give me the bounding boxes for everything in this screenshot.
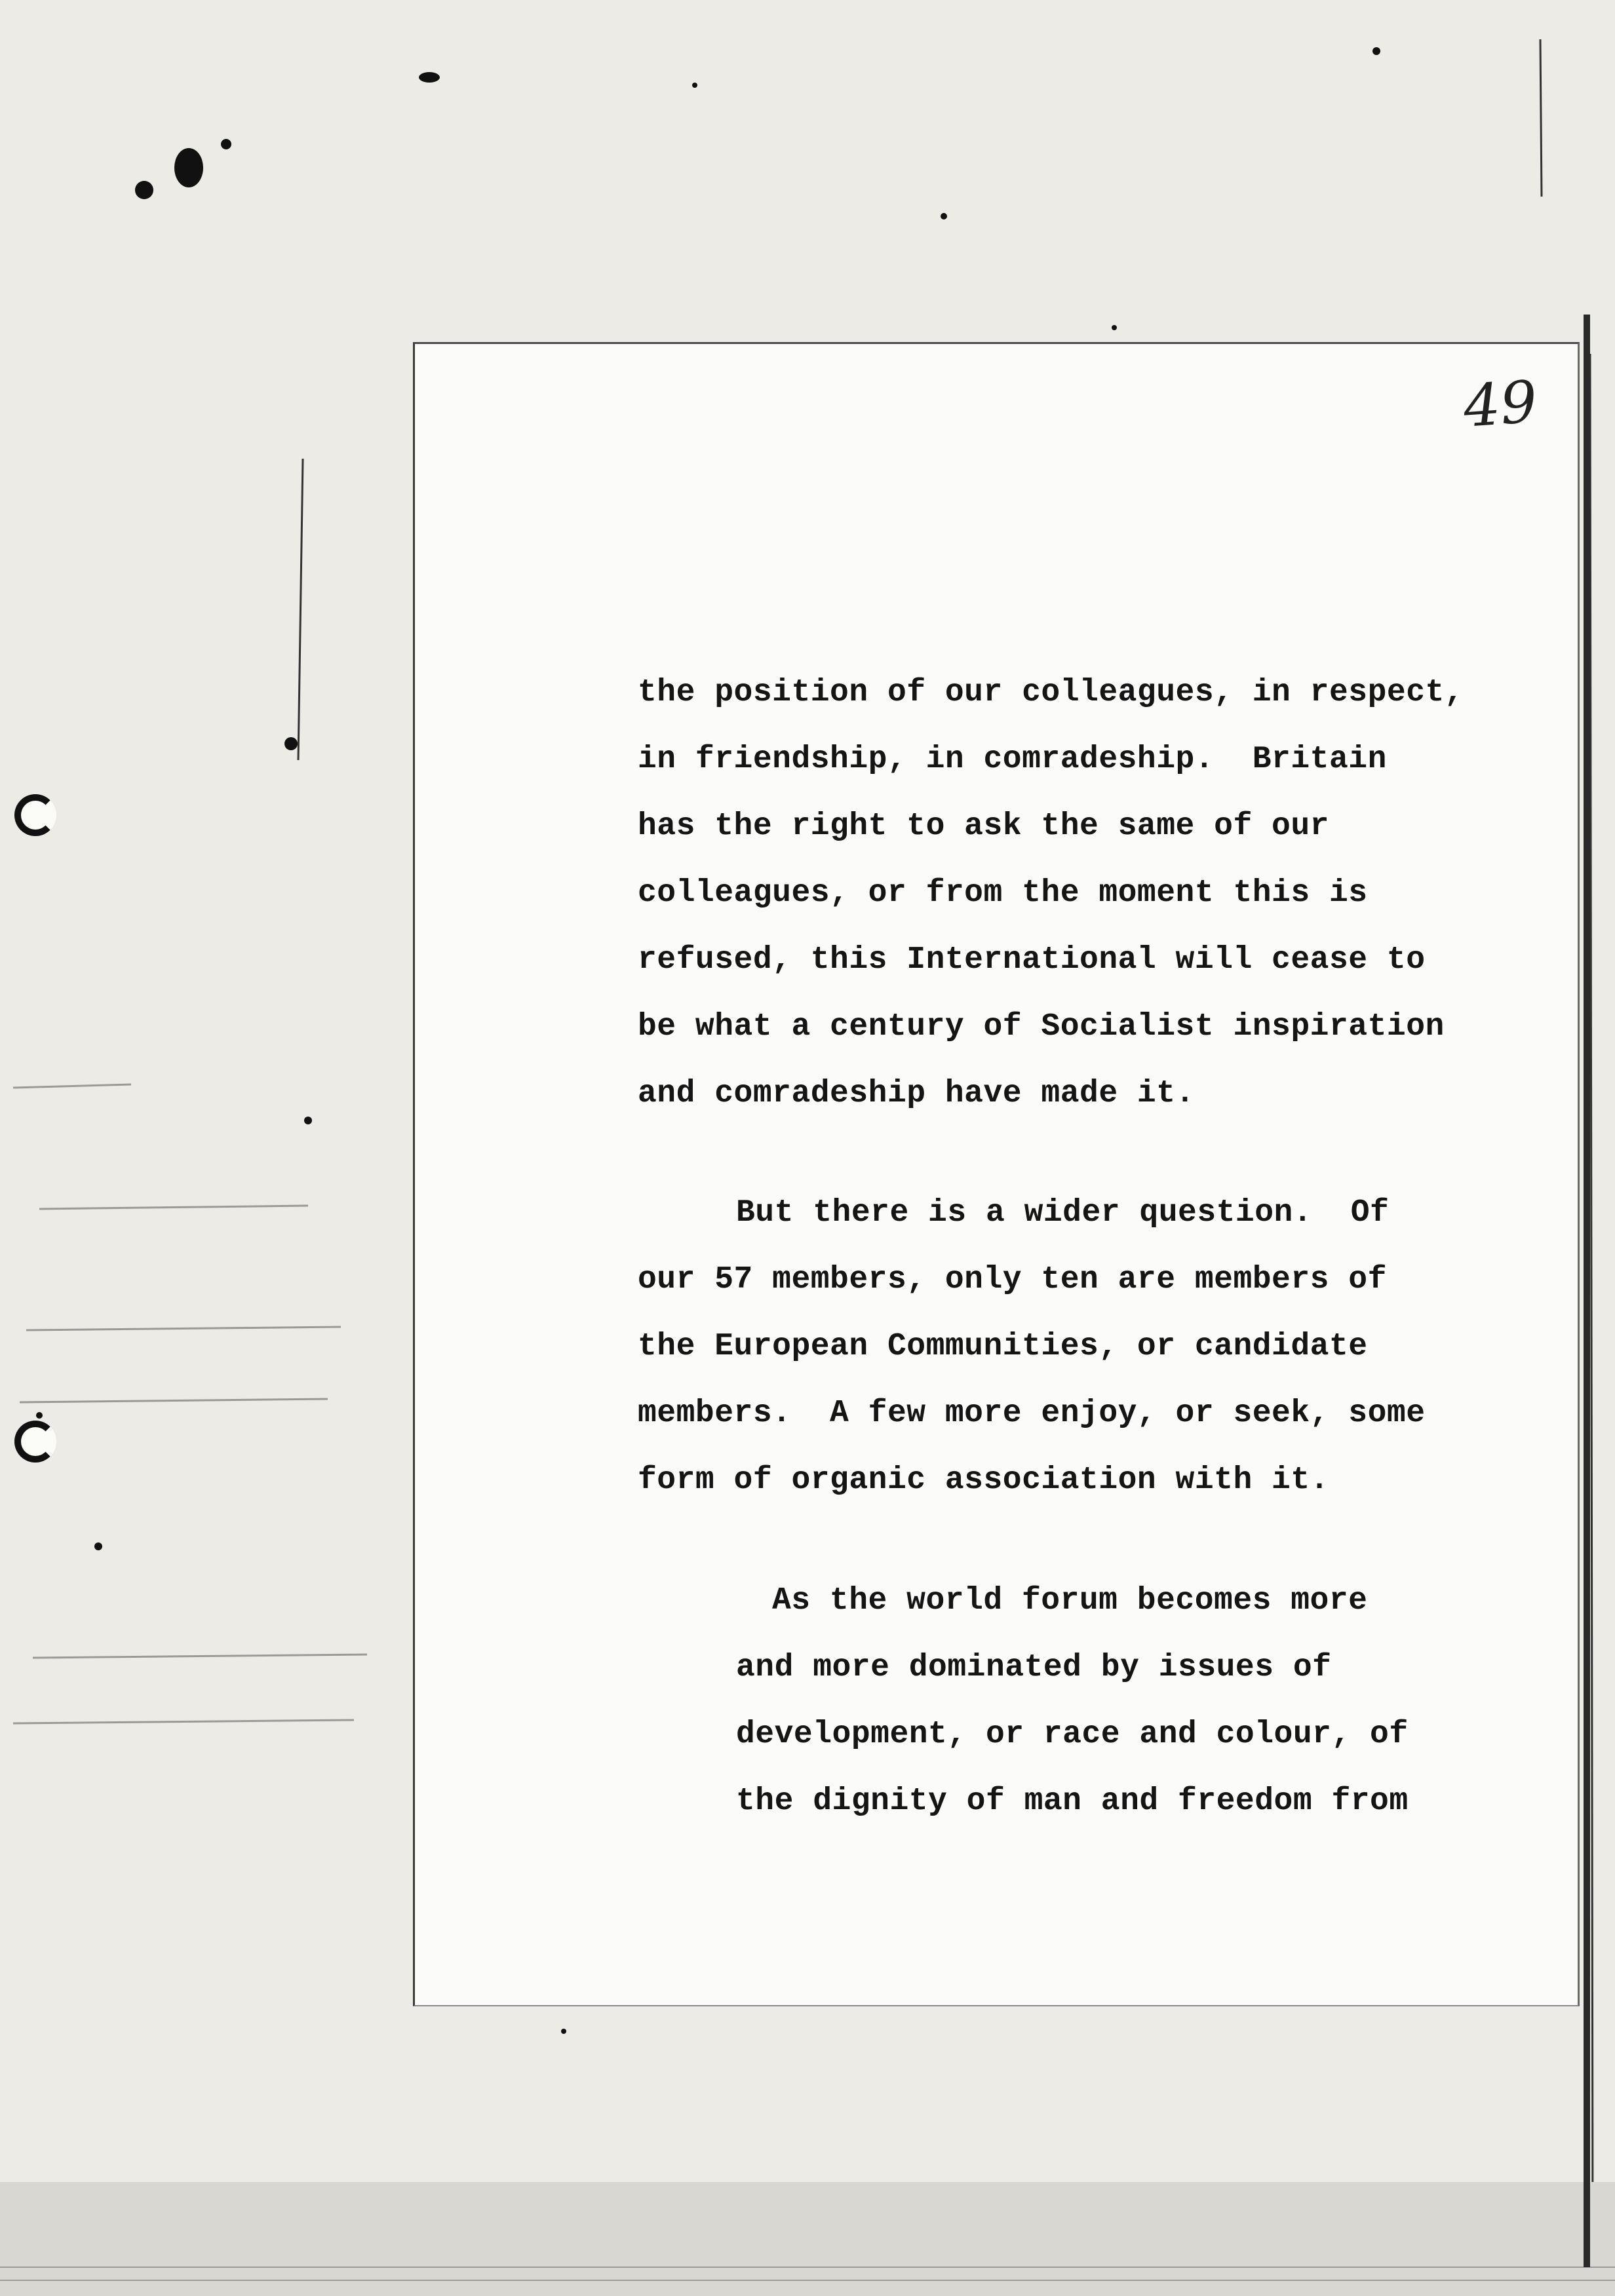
text-line: development, or race and colour, of [736, 1717, 1409, 1752]
text-line: and comradeship have made it. [638, 1076, 1195, 1111]
punch-hole-top [14, 794, 56, 836]
text-line: in friendship, in comradeship. Britain [638, 742, 1387, 777]
text-line: the dignity of man and freedom from [736, 1784, 1409, 1819]
text-line: and more dominated by issues of [736, 1650, 1332, 1685]
text-line: colleagues, or from the moment this is [638, 875, 1368, 911]
text-line: has the right to ask the same of our [638, 809, 1329, 844]
text-line: form of organic association with it. [638, 1463, 1329, 1498]
text-line: our 57 members, only ten are members of [638, 1262, 1387, 1297]
text-line: the position of our colleagues, in respect, [638, 675, 1464, 710]
document-page [413, 342, 1580, 2006]
page-fold-edge [1584, 315, 1590, 2267]
text-line: be what a century of Socialist inspiration [638, 1009, 1445, 1044]
text-line: members. A few more enjoy, or seek, some [638, 1396, 1426, 1431]
text-line: refused, this International will cease to [638, 942, 1426, 978]
punch-hole-bottom [14, 1421, 56, 1463]
text-line: As the world forum becomes more [772, 1583, 1368, 1618]
handwritten-page-number: 49 [1461, 368, 1540, 440]
text-line: the European Communities, or candidate [638, 1329, 1368, 1364]
text-line: But there is a wider question. Of [736, 1195, 1390, 1231]
